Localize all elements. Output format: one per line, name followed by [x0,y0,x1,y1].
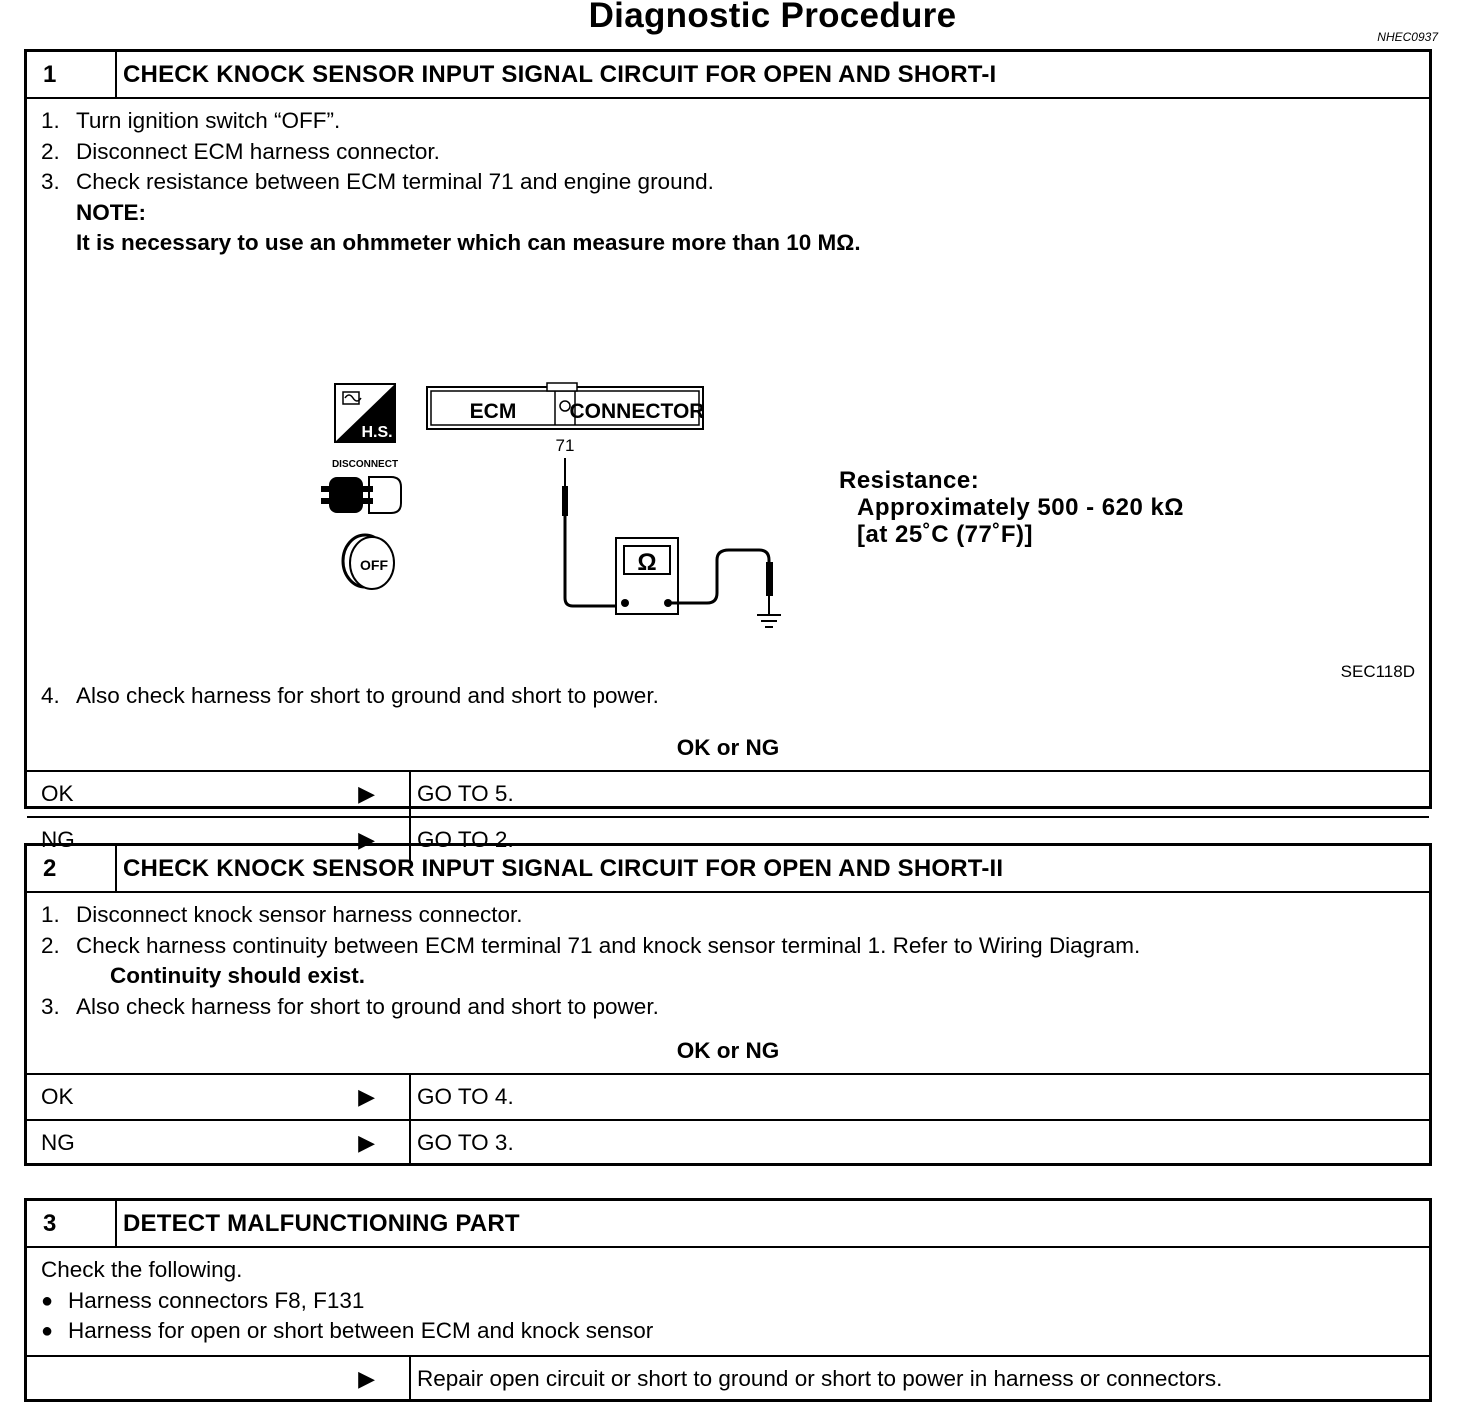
list-item [41,1286,1429,1317]
step-number: 2. [41,138,60,164]
step-2 [41,137,1429,168]
step-1 [41,106,1429,137]
step-text: Also check harness for short to ground and short to power. [76,993,659,1019]
ok-or-ng-label: OK or NG [676,1038,780,1063]
section-1-body [27,99,1429,708]
off-label: OFF [360,557,388,573]
section-2-title: CHECK KNOCK SENSOR INPUT SIGNAL CIRCUIT FOR OPEN AND SHORT-II [123,854,1004,882]
step-text: Check harness continuity between ECM terminal 71 and knock sensor terminal 1. Refer to Wiring Diagram. [76,932,1141,958]
step-text: Disconnect knock sensor harness connector. [76,902,523,927]
row-result: GO TO 3. [417,1130,514,1155]
section-2-header [27,846,1429,893]
result-row-ok [27,770,1429,816]
disconnect-label: DISCONNECT [331,459,399,470]
bullet-icon: ● [41,1289,54,1312]
section-2 [24,843,1432,1166]
resistance-value: Approximately 500 - 620 kΩ [857,494,1185,521]
document-code: NHEC0937 [1377,30,1438,44]
result-row-ng [27,1119,1429,1165]
note-label: NOTE: [76,199,146,225]
page-title: Diagnostic Procedure [588,0,957,35]
row-label: OK [41,781,74,806]
connector-label: CONNECTOR [569,400,705,423]
hs-label: H.S. [361,424,393,441]
terminal-number: 71 [555,436,575,455]
step-3 [41,992,1429,1023]
check-intro: Check the following. [41,1257,243,1282]
step-text: Disconnect ECM harness connector. [76,138,440,164]
list-item [41,1316,1429,1347]
row-label: OK [41,1084,74,1109]
figure-code: SEC118D [1340,662,1415,681]
ecm-label: ECM [469,400,517,423]
arrow-icon: ▶ [358,1084,375,1109]
continuity-spec: Continuity should exist. [110,963,366,988]
list-item-text: Harness connectors F8, F131 [68,1287,365,1313]
section-3-number: 3 [27,1201,117,1246]
step-3 [41,167,1429,198]
step-text: Turn ignition switch “OFF”. [76,108,341,133]
step-number: 3. [41,993,60,1019]
list-item-text: Harness for open or short between ECM and knock sensor [68,1318,654,1343]
row-result: GO TO 5. [417,781,514,806]
row-label: NG [41,827,75,852]
ignition-off-icon [343,535,394,589]
section-2-body [27,893,1429,1022]
note-text: It is necessary to use an ohmmeter which can measure more than 10 MΩ. [76,230,861,255]
arrow-icon: ▶ [358,781,375,806]
section-3-title: DETECT MALFUNCTIONING PART [123,1209,520,1237]
disconnect-icon [321,459,401,513]
step-number: 1. [41,902,60,927]
result-row [27,1355,1429,1401]
ecm-connector [427,383,704,455]
probe-right [668,550,773,614]
ground-icon [757,615,781,627]
section-1-title: CHECK KNOCK SENSOR INPUT SIGNAL CIRCUIT FOR OPEN AND SHORT-I [123,60,997,88]
ohm-symbol: Ω [637,549,657,576]
section-3 [24,1198,1432,1402]
step-number: 4. [41,683,60,708]
section-1-header [27,52,1429,99]
row-result: GO TO 4. [417,1084,514,1109]
step-number: 2. [41,932,60,958]
section-3-body [27,1248,1429,1355]
section-3-header [27,1201,1429,1248]
step-text: Check resistance between ECM terminal 71 and engine ground. [76,169,714,194]
section-1 [24,49,1432,852]
step-2 [41,931,1429,962]
step-4 [41,681,659,712]
arrow-icon: ▶ [358,1366,375,1391]
probe-left [562,458,624,606]
row-result: GO TO 2. [417,827,514,852]
resistance-condition: [at 25˚C (77˚F)] [857,521,1034,548]
bullet-icon: ● [41,1320,54,1342]
result-row-ok [27,1073,1429,1119]
arrow-icon: ▶ [358,1130,375,1155]
row-label: NG [41,1130,75,1155]
section-1-number: 1 [27,52,117,97]
section-2-number: 2 [27,846,117,891]
arrow-icon: ▶ [358,827,375,852]
resistance-check-figure [27,336,1427,716]
resistance-label: Resistance: [839,467,980,494]
step-1 [41,900,1429,931]
ok-or-ng-label: OK or NG [676,735,780,760]
step-text: Also check harness for short to ground and short to power. [76,683,659,708]
hs-icon [335,384,395,442]
step-number: 3. [41,169,60,194]
row-result: Repair open circuit or short to ground or short to power in harness or connectors. [417,1366,1223,1391]
step-number: 1. [41,108,60,133]
